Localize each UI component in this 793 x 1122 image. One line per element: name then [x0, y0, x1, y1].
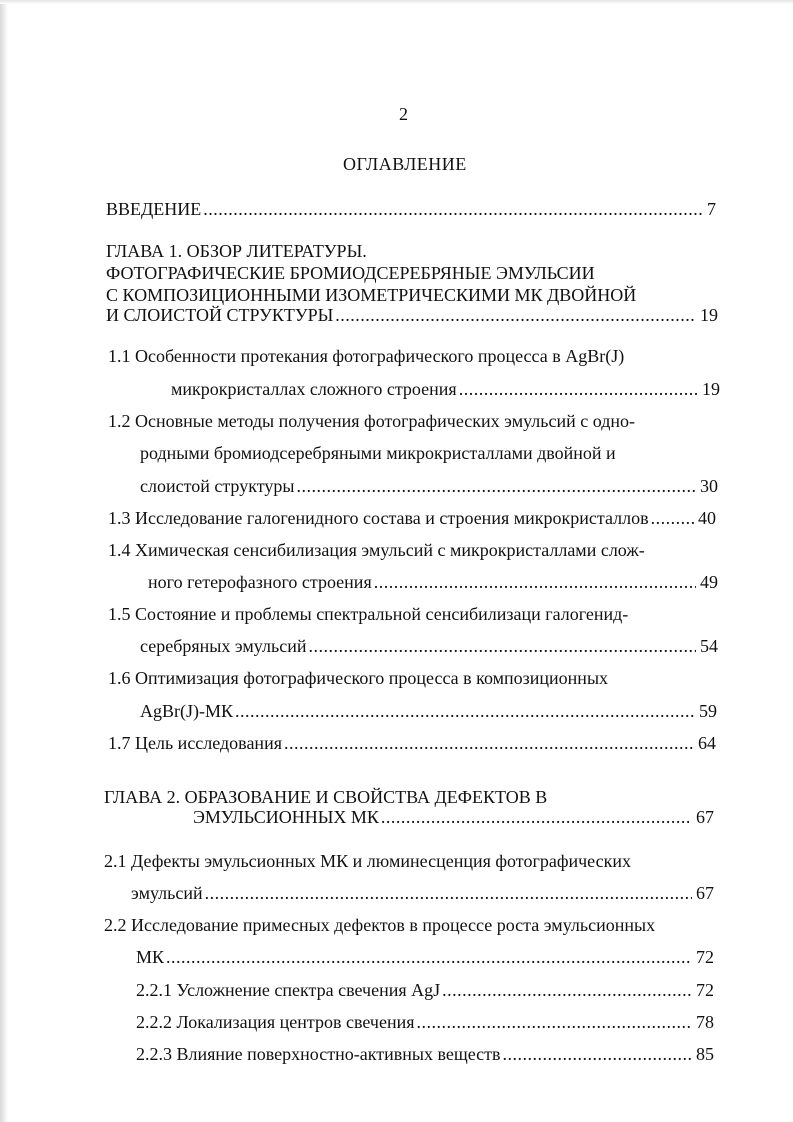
- chapter-2-heading: ГЛАВА 2. ОБРАЗОВАНИЕ И СВОЙСТВА ДЕФЕКТОВ В: [104, 787, 548, 807]
- toc-entry-label: ВВЕДЕНИЕ: [106, 199, 202, 219]
- toc-entry-1-2[interactable]: [140, 475, 718, 497]
- toc-entry-label: слоистой структуры: [140, 476, 295, 496]
- toc-entry-page: 78: [696, 1012, 714, 1032]
- toc-entry-2-2-1[interactable]: [136, 979, 714, 1001]
- toc-entry-label: серебряных эмульсий: [140, 636, 307, 656]
- toc-entry-2-1[interactable]: [131, 882, 714, 904]
- toc-entry-label: 1.3 Исследование галогенидного состава и строения микрокристаллов: [108, 508, 649, 528]
- page-title: ОГЛАВЛЕНИЕ: [343, 154, 467, 174]
- page-number: 2: [399, 104, 408, 124]
- toc-entry-1-5[interactable]: [140, 635, 718, 657]
- toc-entry-page: 72: [696, 947, 714, 967]
- toc-entry-1-2-line: родными бромиодсеребряными микрокристаллами двойной и: [140, 443, 616, 463]
- toc-entry-2-2-2[interactable]: [136, 1011, 714, 1033]
- toc-entry-page: 19: [702, 379, 720, 399]
- toc-entry-intro[interactable]: [106, 198, 716, 220]
- leader-dots: [166, 946, 692, 968]
- toc-entry-page: 64: [698, 733, 716, 753]
- leader-dots: [651, 507, 694, 529]
- toc-entry-label: 2.2.1 Усложнение спектра свечения AgJ: [136, 980, 441, 1000]
- toc-entry-1-4-line: 1.4 Химическая сенсибилизация эмульсий с микрокристаллами слож-: [108, 540, 645, 560]
- toc-entry-label: МК: [136, 947, 165, 967]
- toc-entry-page: 59: [699, 701, 717, 721]
- toc-entry-page: 67: [696, 883, 714, 903]
- toc-entry-label: эмульсий: [131, 883, 203, 903]
- toc-entry-page: 40: [698, 508, 716, 528]
- toc-entry-1-5-line: 1.5 Состояние и проблемы спектральной сенсибилизаци галогенид-: [108, 604, 629, 624]
- toc-entry-page: 7: [707, 199, 716, 219]
- toc-entry-label: AgBr(J)-МК: [140, 701, 233, 721]
- chapter-1-heading-line: ФОТОГРАФИЧЕСКИЕ БРОМИОДСЕРЕБРЯНЫЕ ЭМУЛЬСИИ: [106, 263, 595, 283]
- toc-entry-2-2-3[interactable]: [136, 1043, 714, 1065]
- toc-entry-page: 85: [696, 1044, 714, 1064]
- toc-entry-page: 54: [700, 636, 718, 656]
- toc-entry-1-1[interactable]: [171, 378, 720, 400]
- leader-dots: [442, 979, 692, 1001]
- leader-dots: [381, 806, 692, 828]
- toc-entry-1-2-line: 1.2 Основные методы получения фотографических эмульсий с одно-: [108, 411, 635, 431]
- leader-dots: [203, 198, 703, 220]
- scan-edge-top: [0, 0, 793, 4]
- toc-entry-page: 67: [696, 807, 714, 827]
- leader-dots: [417, 1011, 693, 1033]
- leader-dots: [459, 378, 698, 400]
- toc-entry-label: 2.2.2 Локализация центров свечения: [136, 1012, 415, 1032]
- toc-entry-label: И СЛОИСТОЙ СТРУКТУРЫ: [106, 305, 334, 325]
- toc-entry-1-4[interactable]: [148, 571, 718, 593]
- toc-entry-page: 19: [700, 305, 718, 325]
- toc-entry-chapter-2[interactable]: [193, 806, 714, 828]
- toc-entry-2-2-line: 2.2 Исследование примесных дефектов в процессе роста эмульсионных: [104, 915, 656, 935]
- toc-entry-chapter-1[interactable]: [106, 304, 718, 326]
- leader-dots: [374, 571, 696, 593]
- leader-dots: [205, 882, 692, 904]
- toc-entry-2-2[interactable]: [136, 946, 714, 968]
- scan-edge: [0, 0, 8, 1122]
- toc-entry-label: микрокристаллах сложного строения: [171, 379, 457, 399]
- toc-entry-label: 2.2.3 Влияние поверхностно-активных веществ: [136, 1044, 501, 1064]
- toc-entry-1-6[interactable]: [140, 700, 717, 722]
- chapter-1-heading: ГЛАВА 1. ОБЗОР ЛИТЕРАТУРЫ.: [106, 241, 367, 261]
- leader-dots: [284, 732, 694, 754]
- toc-entry-label: ЭМУЛЬСИОННЫХ МК: [193, 807, 379, 827]
- toc-entry-label: ного гетерофазного строения: [148, 572, 372, 592]
- leader-dots: [235, 700, 695, 722]
- toc-entry-page: 30: [700, 476, 718, 496]
- toc-entry-2-1-line: 2.1 Дефекты эмульсионных МК и люминесценция фотографических: [104, 851, 631, 871]
- toc-entry-page: 49: [700, 572, 718, 592]
- chapter-1-heading-line: С КОМПОЗИЦИОННЫМИ ИЗОМЕТРИЧЕСКИМИ МК ДВОЙНОЙ: [106, 285, 637, 305]
- toc-entry-1-6-line: 1.6 Оптимизация фотографического процесса в композиционных: [108, 668, 609, 688]
- toc-entry-1-1-line: 1.1 Особенности протекания фотографического процесса в AgBr(J): [108, 346, 625, 366]
- leader-dots: [503, 1043, 693, 1065]
- toc-entry-1-3[interactable]: [108, 507, 716, 529]
- leader-dots: [308, 635, 696, 657]
- leader-dots: [335, 304, 696, 326]
- toc-entry-1-7[interactable]: [108, 732, 716, 754]
- leader-dots: [296, 475, 696, 497]
- toc-entry-label: 1.7 Цель исследования: [108, 733, 282, 753]
- toc-entry-page: 72: [696, 980, 714, 1000]
